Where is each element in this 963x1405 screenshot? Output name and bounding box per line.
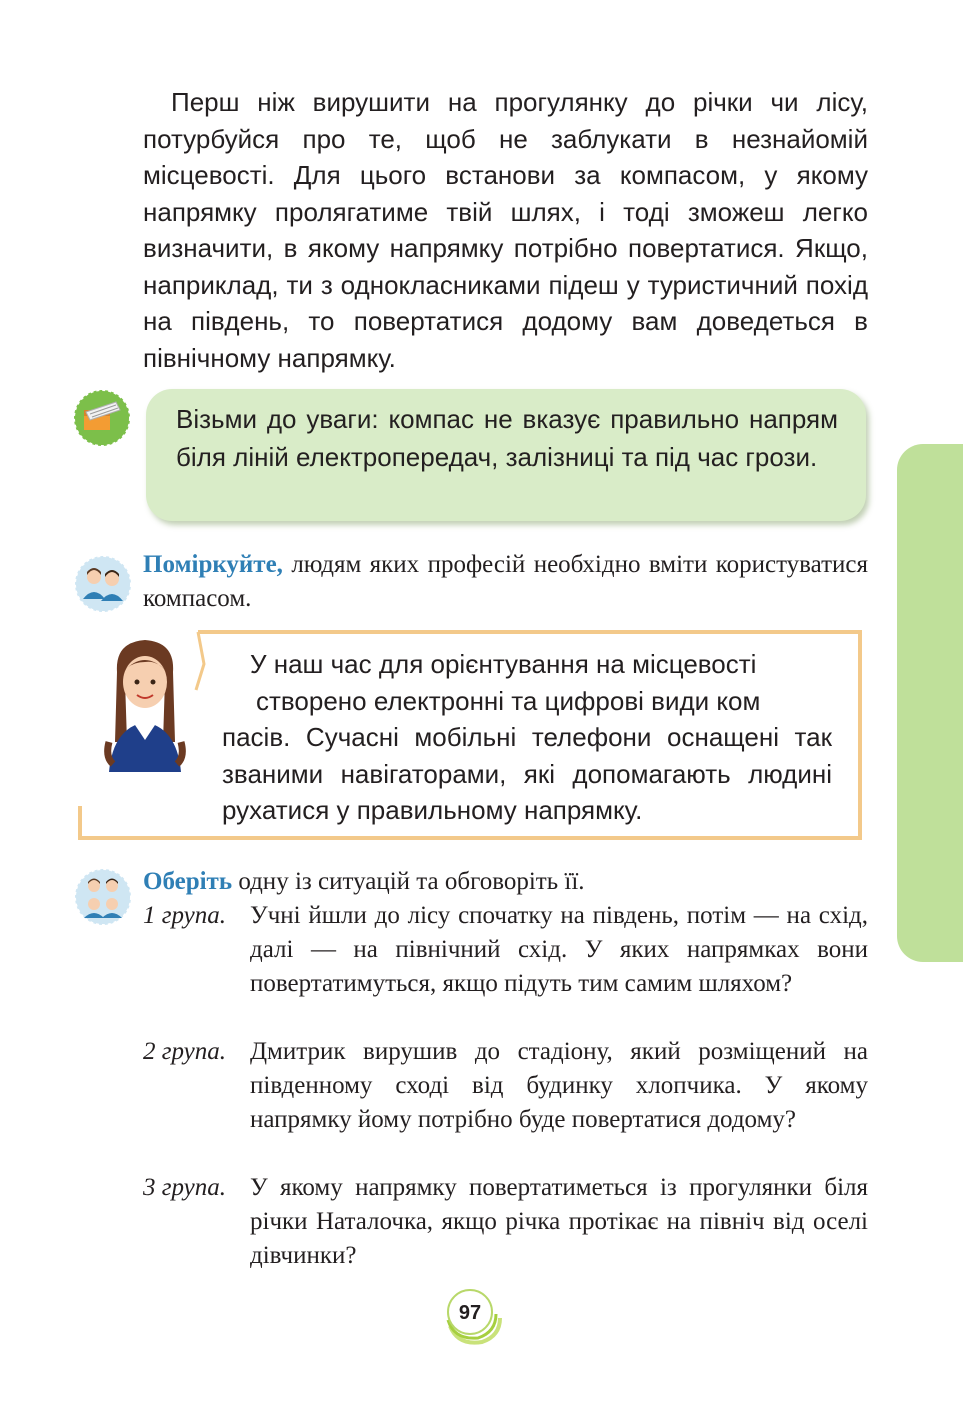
info-rest: пасів. Сучасні мобільні телефони оснащені так званими навігаторами, які допомагають людині рухатися у правильному напрямку. <box>222 722 832 825</box>
side-tab <box>897 444 963 962</box>
think-body: людям яких професій необхідно вміти користуватися компасом. <box>143 551 868 612</box>
intro-paragraph: Перш ніж вирушити на прогулянку до річки чи лісу, потурбуйся про те, щоб не заблукати в незнайомій місцевості. Для цього встанови за компасом, у якому напрямку пролягатиме твій шлях, і тоді зможеш легко визначити, в якому напрямку потрібно повертатися. Якщо, наприклад, ти з однокласниками підеш у туристичний похід на південь, то повертатися додому вам доведеться в північному напрямку. <box>143 87 868 373</box>
pupils-icon <box>74 868 132 926</box>
info-text <box>222 646 832 829</box>
group-label: 3 група. <box>143 1174 227 1201</box>
note-text: Візьми до уваги: компас не вказує правильно напрям біля ліній електропередач, залізниці та під час грози. <box>176 404 838 472</box>
group-text: Дмитрик вирушив до стадіону, який розміщений на південному сході від будинку хлопчика. У якому напрямку йому потрібно буде повертатися додому? <box>250 1038 868 1133</box>
choose-task <box>143 865 868 899</box>
choose-lead: Оберіть <box>143 868 233 895</box>
pupils-icon <box>74 555 132 613</box>
notebook-icon <box>72 388 132 448</box>
group-item <box>143 1171 868 1273</box>
girl-illustration <box>95 632 195 772</box>
choose-body: одну із ситуацій та обговоріть її. <box>232 868 585 895</box>
group-text: У якому напрямку повертатиметься із прогулянки біля річки Наталочка, якщо річка протікає на північ від оселі дівчинки? <box>250 1174 868 1269</box>
info-line-1: У наш час для орієнтування на місцевості <box>250 649 757 679</box>
group-item <box>143 899 868 1001</box>
group-text: Учні йшли до лісу спочатку на південь, потім — на схід, далі — на північний схід. У яких напрямках вони повертатимуться, якщо підуть тим самим шляхом? <box>250 902 868 997</box>
group-label: 1 група. <box>143 902 227 929</box>
think-lead: Поміркуйте, <box>143 551 283 578</box>
group-item <box>143 1035 868 1137</box>
page-number-badge <box>442 1286 504 1348</box>
info-line-2: створено електронні та цифрові види ком <box>256 685 761 716</box>
page-number: 97 <box>458 1302 482 1324</box>
think-task <box>143 548 868 616</box>
group-label: 2 група. <box>143 1038 227 1065</box>
